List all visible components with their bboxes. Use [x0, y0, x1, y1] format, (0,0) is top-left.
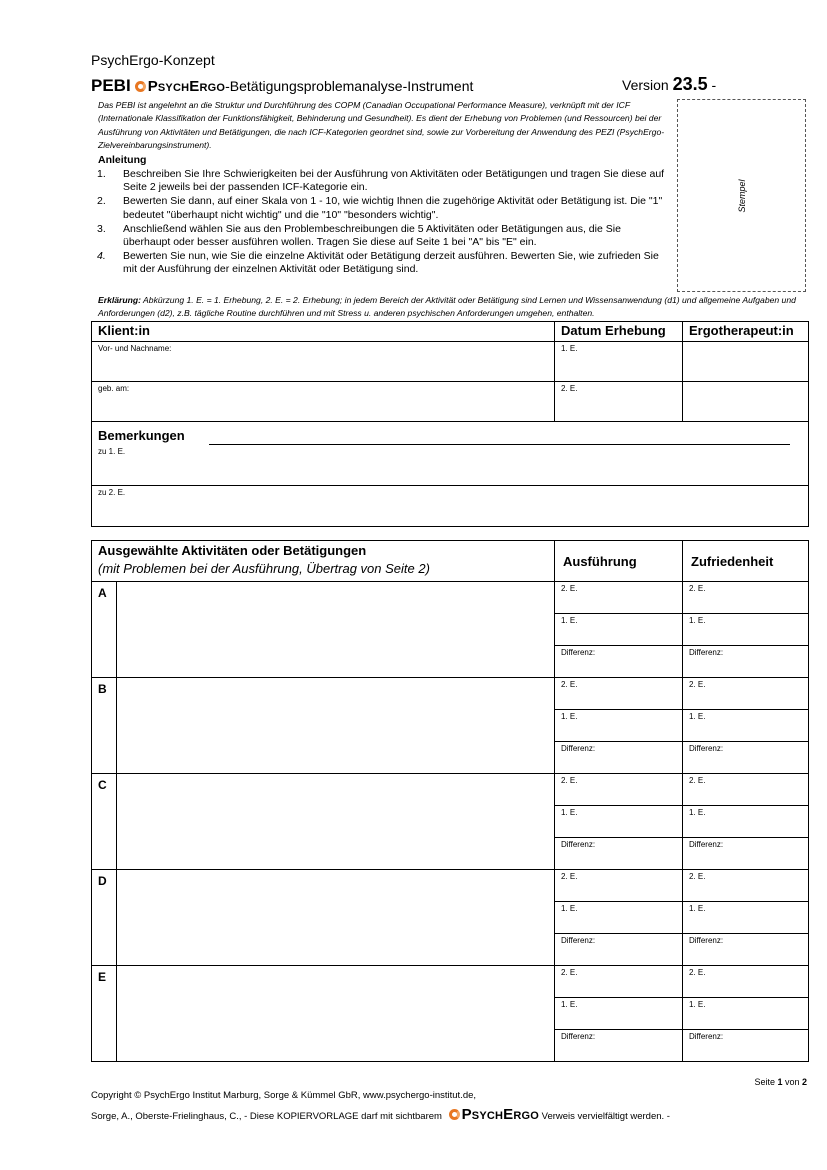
page-number: [754, 1077, 807, 1087]
activities-table: [91, 540, 809, 1062]
therapist-header: Ergotherapeut:in: [683, 322, 809, 342]
satisfaction-1e-field[interactable]: 1. E.: [683, 998, 809, 1030]
step-number: 3.: [97, 222, 106, 235]
satisfaction-2e-field[interactable]: 2. E.: [683, 966, 809, 998]
execution-header: Ausführung: [555, 541, 683, 582]
satisfaction-difference-field[interactable]: Differenz:: [683, 838, 809, 870]
execution-1e-field[interactable]: 1. E.: [555, 902, 683, 934]
satisfaction-header: Zufriedenheit: [683, 541, 809, 582]
name-field[interactable]: Vor- und Nachname:: [92, 342, 555, 382]
explanation-text: [98, 294, 810, 320]
activities-header: [92, 541, 555, 582]
pebi-abbr: PEBI: [91, 76, 131, 95]
step-number: 1.: [97, 168, 106, 180]
execution-2e-field[interactable]: 2. E.: [555, 678, 683, 710]
satisfaction-1e-field[interactable]: 1. E.: [683, 902, 809, 934]
satisfaction-2e-field[interactable]: 2. E.: [683, 678, 809, 710]
step-number: 2.: [97, 195, 106, 208]
satisfaction-difference-field[interactable]: Differenz:: [683, 1030, 809, 1062]
execution-difference-field[interactable]: Differenz:: [555, 934, 683, 966]
execution-difference-field[interactable]: Differenz:: [555, 646, 683, 678]
therapist-field[interactable]: [683, 342, 809, 382]
execution-1e-field[interactable]: 1. E.: [555, 998, 683, 1030]
version-number: 23.5: [672, 74, 708, 94]
execution-1e-field[interactable]: 1. E.: [555, 710, 683, 742]
stamp-box: [677, 99, 806, 292]
explanation-label: Erklärung:: [98, 295, 141, 305]
date-header: Datum Erhebung: [555, 322, 683, 342]
intro-text: Das PEBI ist angelehnt an die Struktur und Durchführung des COPM (Canadian Occupational Performance Measure), verknüpft mit der ICF (Internationale Klassifikation der Funktionsfähigkeit, Behinderung und Gesundheit). Es dient der Erhebung von Problemen (und Ressourcen) bei der Ausführung von Aktivitäten und Betätigungen, die nach ICF-Kategorien geordnet sind, sowie zur Vorbereitung der Anwendung des PEZI (PsychErgo-Zielvereinbarungsinstrument).: [98, 100, 665, 151]
execution-2e-field[interactable]: 2. E.: [555, 582, 683, 614]
client-header: Klient:in: [92, 322, 555, 342]
client-table: [91, 321, 809, 527]
instruction-step: [97, 250, 669, 276]
execution-difference-field[interactable]: Differenz:: [555, 1030, 683, 1062]
remarks-title: Bemerkungen: [98, 428, 185, 443]
date-2-field[interactable]: 2. E.: [555, 382, 683, 422]
execution-1e-field[interactable]: 1. E.: [555, 614, 683, 646]
date-1-field[interactable]: 1. E.: [555, 342, 683, 382]
instruction-step: [97, 223, 669, 249]
footer-logo-wordmark: PsychErgo: [461, 1106, 540, 1123]
activity-description-field[interactable]: [117, 678, 555, 774]
instructions-list: [97, 168, 669, 278]
psychergo-logo-icon: [449, 1109, 460, 1120]
page-prefix: Seite: [754, 1077, 778, 1087]
therapist-field-2[interactable]: [683, 382, 809, 422]
activity-description-field[interactable]: [117, 870, 555, 966]
satisfaction-2e-field[interactable]: 2. E.: [683, 870, 809, 902]
version-text: Version: [622, 77, 669, 93]
concept-label: PsychErgo-Konzept: [91, 52, 215, 68]
license-text-a: Sorge, A., Oberste-Frielinghaus, C., - Diese KOPIERVORLAGE darf mit sichtbarem: [91, 1111, 445, 1122]
satisfaction-1e-field[interactable]: 1. E.: [683, 710, 809, 742]
remarks-1-field[interactable]: [92, 422, 809, 486]
activity-letter: E: [92, 966, 117, 1062]
step-number: 4.: [97, 250, 106, 263]
step-text: Anschließend wählen Sie aus den Problembeschreibungen die 5 Aktivitäten oder Betätigungen aus, die Sie überhaupt oder besser ausführen wollen. Tragen Sie diese auf Seite 1 bei "A" bis "E" ein.: [123, 222, 621, 249]
activities-title: Ausgewählte Aktivitäten oder Betätigungen: [98, 543, 367, 558]
page-total: 2: [801, 1077, 807, 1087]
remarks-2-field[interactable]: zu 2. E.: [92, 486, 809, 527]
license-line: [91, 1106, 670, 1123]
instruction-step: [97, 168, 669, 194]
instruction-step: [97, 195, 669, 221]
activity-letter: B: [92, 678, 117, 774]
activity-description-field[interactable]: [117, 774, 555, 870]
version-suffix: -: [707, 77, 717, 93]
step-text: Beschreiben Sie Ihre Schwierigkeiten bei der Ausführung von Aktivitäten oder Betätigungen und tragen Sie diese auf Seite 2 jeweils bei der passenden ICF-Kategorie ein.: [123, 168, 665, 194]
activity-letter: D: [92, 870, 117, 966]
activities-subtitle: (mit Problemen bei der Ausführung, Übertrag von Seite 2): [98, 561, 430, 576]
satisfaction-difference-field[interactable]: Differenz:: [683, 934, 809, 966]
version-label: [622, 74, 716, 95]
remarks-1-label: zu 1. E.: [98, 447, 126, 456]
stamp-label: Stempel: [736, 178, 747, 213]
instructions-heading: Anleitung: [98, 154, 147, 166]
satisfaction-2e-field[interactable]: 2. E.: [683, 774, 809, 806]
activity-letter: A: [92, 582, 117, 678]
step-text: Bewerten Sie nun, wie Sie die einzelne Aktivität oder Betätigung derzeit ausführen. Bewerten Sie, wie zufrieden Sie mit der Ausführung der einzelnen Aktivität oder Betätigung sind.: [123, 250, 659, 276]
execution-2e-field[interactable]: 2. E.: [555, 774, 683, 806]
psychergo-logo-icon: [135, 81, 146, 92]
satisfaction-difference-field[interactable]: Differenz:: [683, 742, 809, 774]
activity-description-field[interactable]: [117, 582, 555, 678]
remarks-underline: [209, 444, 790, 445]
execution-2e-field[interactable]: 2. E.: [555, 966, 683, 998]
logo-wordmark: PsychErgo: [147, 78, 226, 95]
page-current: 1: [777, 1077, 783, 1087]
satisfaction-2e-field[interactable]: 2. E.: [683, 582, 809, 614]
satisfaction-1e-field[interactable]: 1. E.: [683, 614, 809, 646]
copyright-line: Copyright © PsychErgo Institut Marburg, Sorge & Kümmel GbR, www.psychergo-institut.de,: [91, 1090, 477, 1101]
activity-description-field[interactable]: [117, 966, 555, 1062]
explanation-body: Abkürzung 1. E. = 1. Erhebung, 2. E. = 2. Erhebung; in jedem Bereich der Aktivität oder Betätigung sind Lernen und Wissensanwendung (d1) und allgemeine Aufgaben und Anforderungen (d2), z.B. tägliche Routine durchführen und mit Stress u. anderen psychischen Anforderungen umgehen, enthalten.: [98, 295, 796, 318]
step-text: Bewerten Sie dann, auf einer Skala von 1 - 10, wie wichtig Ihnen die zugehörige Aktivität oder Betätigung ist. Die "1" bedeutet "überhaupt nicht wichtig" und die "10" "besonders wichtig".: [123, 195, 663, 221]
document-title: [91, 76, 473, 96]
execution-1e-field[interactable]: 1. E.: [555, 806, 683, 838]
page-mid: von: [782, 1077, 802, 1087]
satisfaction-1e-field[interactable]: 1. E.: [683, 806, 809, 838]
license-text-b: Verweis vervielfältigt werden. -: [539, 1111, 670, 1122]
activity-letter: C: [92, 774, 117, 870]
execution-difference-field[interactable]: Differenz:: [555, 742, 683, 774]
execution-difference-field[interactable]: Differenz:: [555, 838, 683, 870]
execution-2e-field[interactable]: 2. E.: [555, 870, 683, 902]
satisfaction-difference-field[interactable]: Differenz:: [683, 646, 809, 678]
title-subtitle: -Betätigungsproblemanalyse-Instrument: [225, 78, 474, 94]
birthdate-field[interactable]: geb. am:: [92, 382, 555, 422]
